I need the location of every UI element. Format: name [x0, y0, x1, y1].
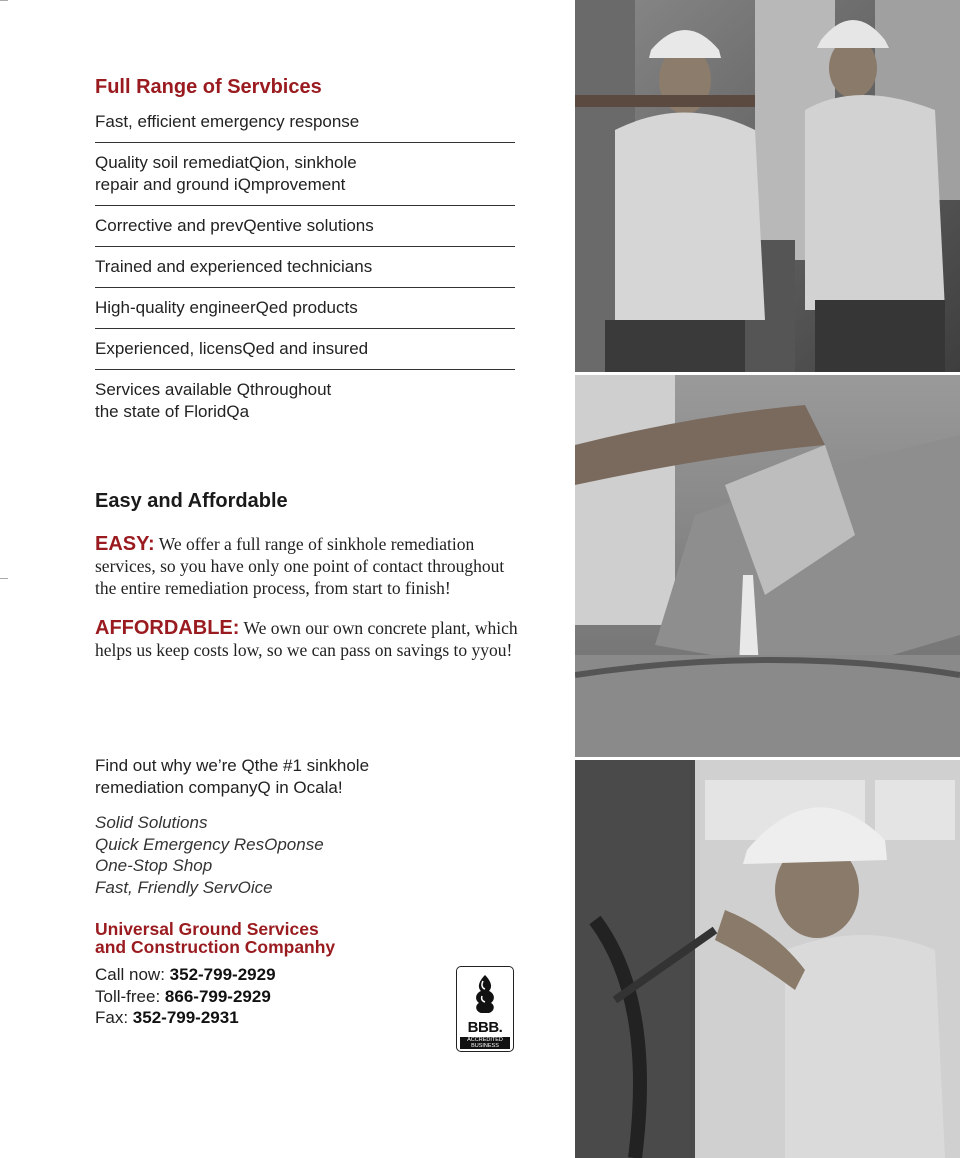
- easy-text: We offer a full range of sinkhole remediation services, so you have only one point of contact throughout the entire remediation process, from start to finish!: [95, 534, 505, 598]
- bbb-band-line-1: ACCREDITED: [467, 1037, 503, 1043]
- company-line-1: Universal Ground Services: [95, 919, 319, 939]
- list-item: Corrective and prevQentive solutions: [95, 206, 515, 247]
- list-item: Trained and experienced technicians: [95, 247, 515, 288]
- tagline: Fast, Friendly ServOice: [95, 877, 273, 897]
- tagline: Solid Solutions: [95, 813, 208, 832]
- list-item: Quality soil remediatQion, sinkhole repair and ground iQmprovement: [95, 143, 515, 206]
- bbb-band: [460, 1037, 510, 1049]
- hose-worker-image: [575, 760, 960, 1158]
- affordable-paragraph: [95, 617, 525, 661]
- fax-number: 352-799-2931: [132, 1008, 239, 1027]
- services-heading: Full Range of Servbices: [95, 76, 322, 98]
- company-line-2-prefix: and: [95, 937, 127, 957]
- tollfree-label: Toll-free:: [95, 986, 161, 1006]
- fax-label: Fax:: [95, 1008, 129, 1027]
- easy-affordable-heading: Easy and Affordable: [95, 490, 288, 512]
- photo-pouring: [575, 375, 960, 757]
- bbb-band-line-2: BUSINESS: [471, 1043, 499, 1049]
- crop-mark: [0, 0, 8, 1]
- tagline: Quick Emergency ResOponse: [95, 834, 324, 854]
- company-line-2-rest: Construction Companhy: [131, 937, 336, 957]
- contact-info: [95, 964, 435, 1029]
- call-label: Call now:: [95, 965, 165, 984]
- easy-keyword: EASY:: [95, 533, 155, 555]
- bbb-torch-icon: [457, 969, 513, 1021]
- list-item: Fast, efficient emergency response: [95, 111, 515, 143]
- list-item: Services available Qthroughout the state of FloridQa: [95, 380, 332, 421]
- fax-line: [95, 1007, 435, 1029]
- crop-mark: [0, 578, 8, 579]
- call-number: 352-799-2929: [169, 965, 276, 984]
- tollfree-line: [95, 986, 435, 1008]
- workers-image: [575, 0, 960, 372]
- bbb-mark: BBB.: [467, 1019, 503, 1036]
- tollfree-number: 866-799-2929: [164, 986, 271, 1006]
- list-item: Experienced, licensQed and insured: [95, 329, 515, 370]
- company-name: [95, 920, 515, 956]
- photo-workers: [575, 0, 960, 372]
- pouring-image: [575, 375, 960, 757]
- call-line: [95, 964, 435, 986]
- photo-hose-worker: [575, 760, 960, 1158]
- photo-column: [575, 0, 960, 1158]
- services-section: [95, 76, 515, 432]
- affordable-text: We own our own concrete plant, which helps us keep costs low, so we can pass on savings to yyou!: [95, 618, 518, 660]
- company-line-2: [95, 938, 515, 956]
- easy-paragraph: [95, 533, 525, 599]
- bbb-seal: [456, 966, 514, 1052]
- services-list: [95, 111, 515, 432]
- taglines: [95, 812, 515, 898]
- tagline: One-Stop Shop: [95, 856, 213, 875]
- easy-affordable-section: [95, 490, 525, 679]
- findout-text: Find out why we’re Qthe #1 sinkhole remediation companyQ in Ocala!: [95, 756, 370, 797]
- affordable-keyword: AFFORDABLE:: [95, 617, 240, 639]
- list-item: High-quality engineerQed products: [95, 288, 515, 329]
